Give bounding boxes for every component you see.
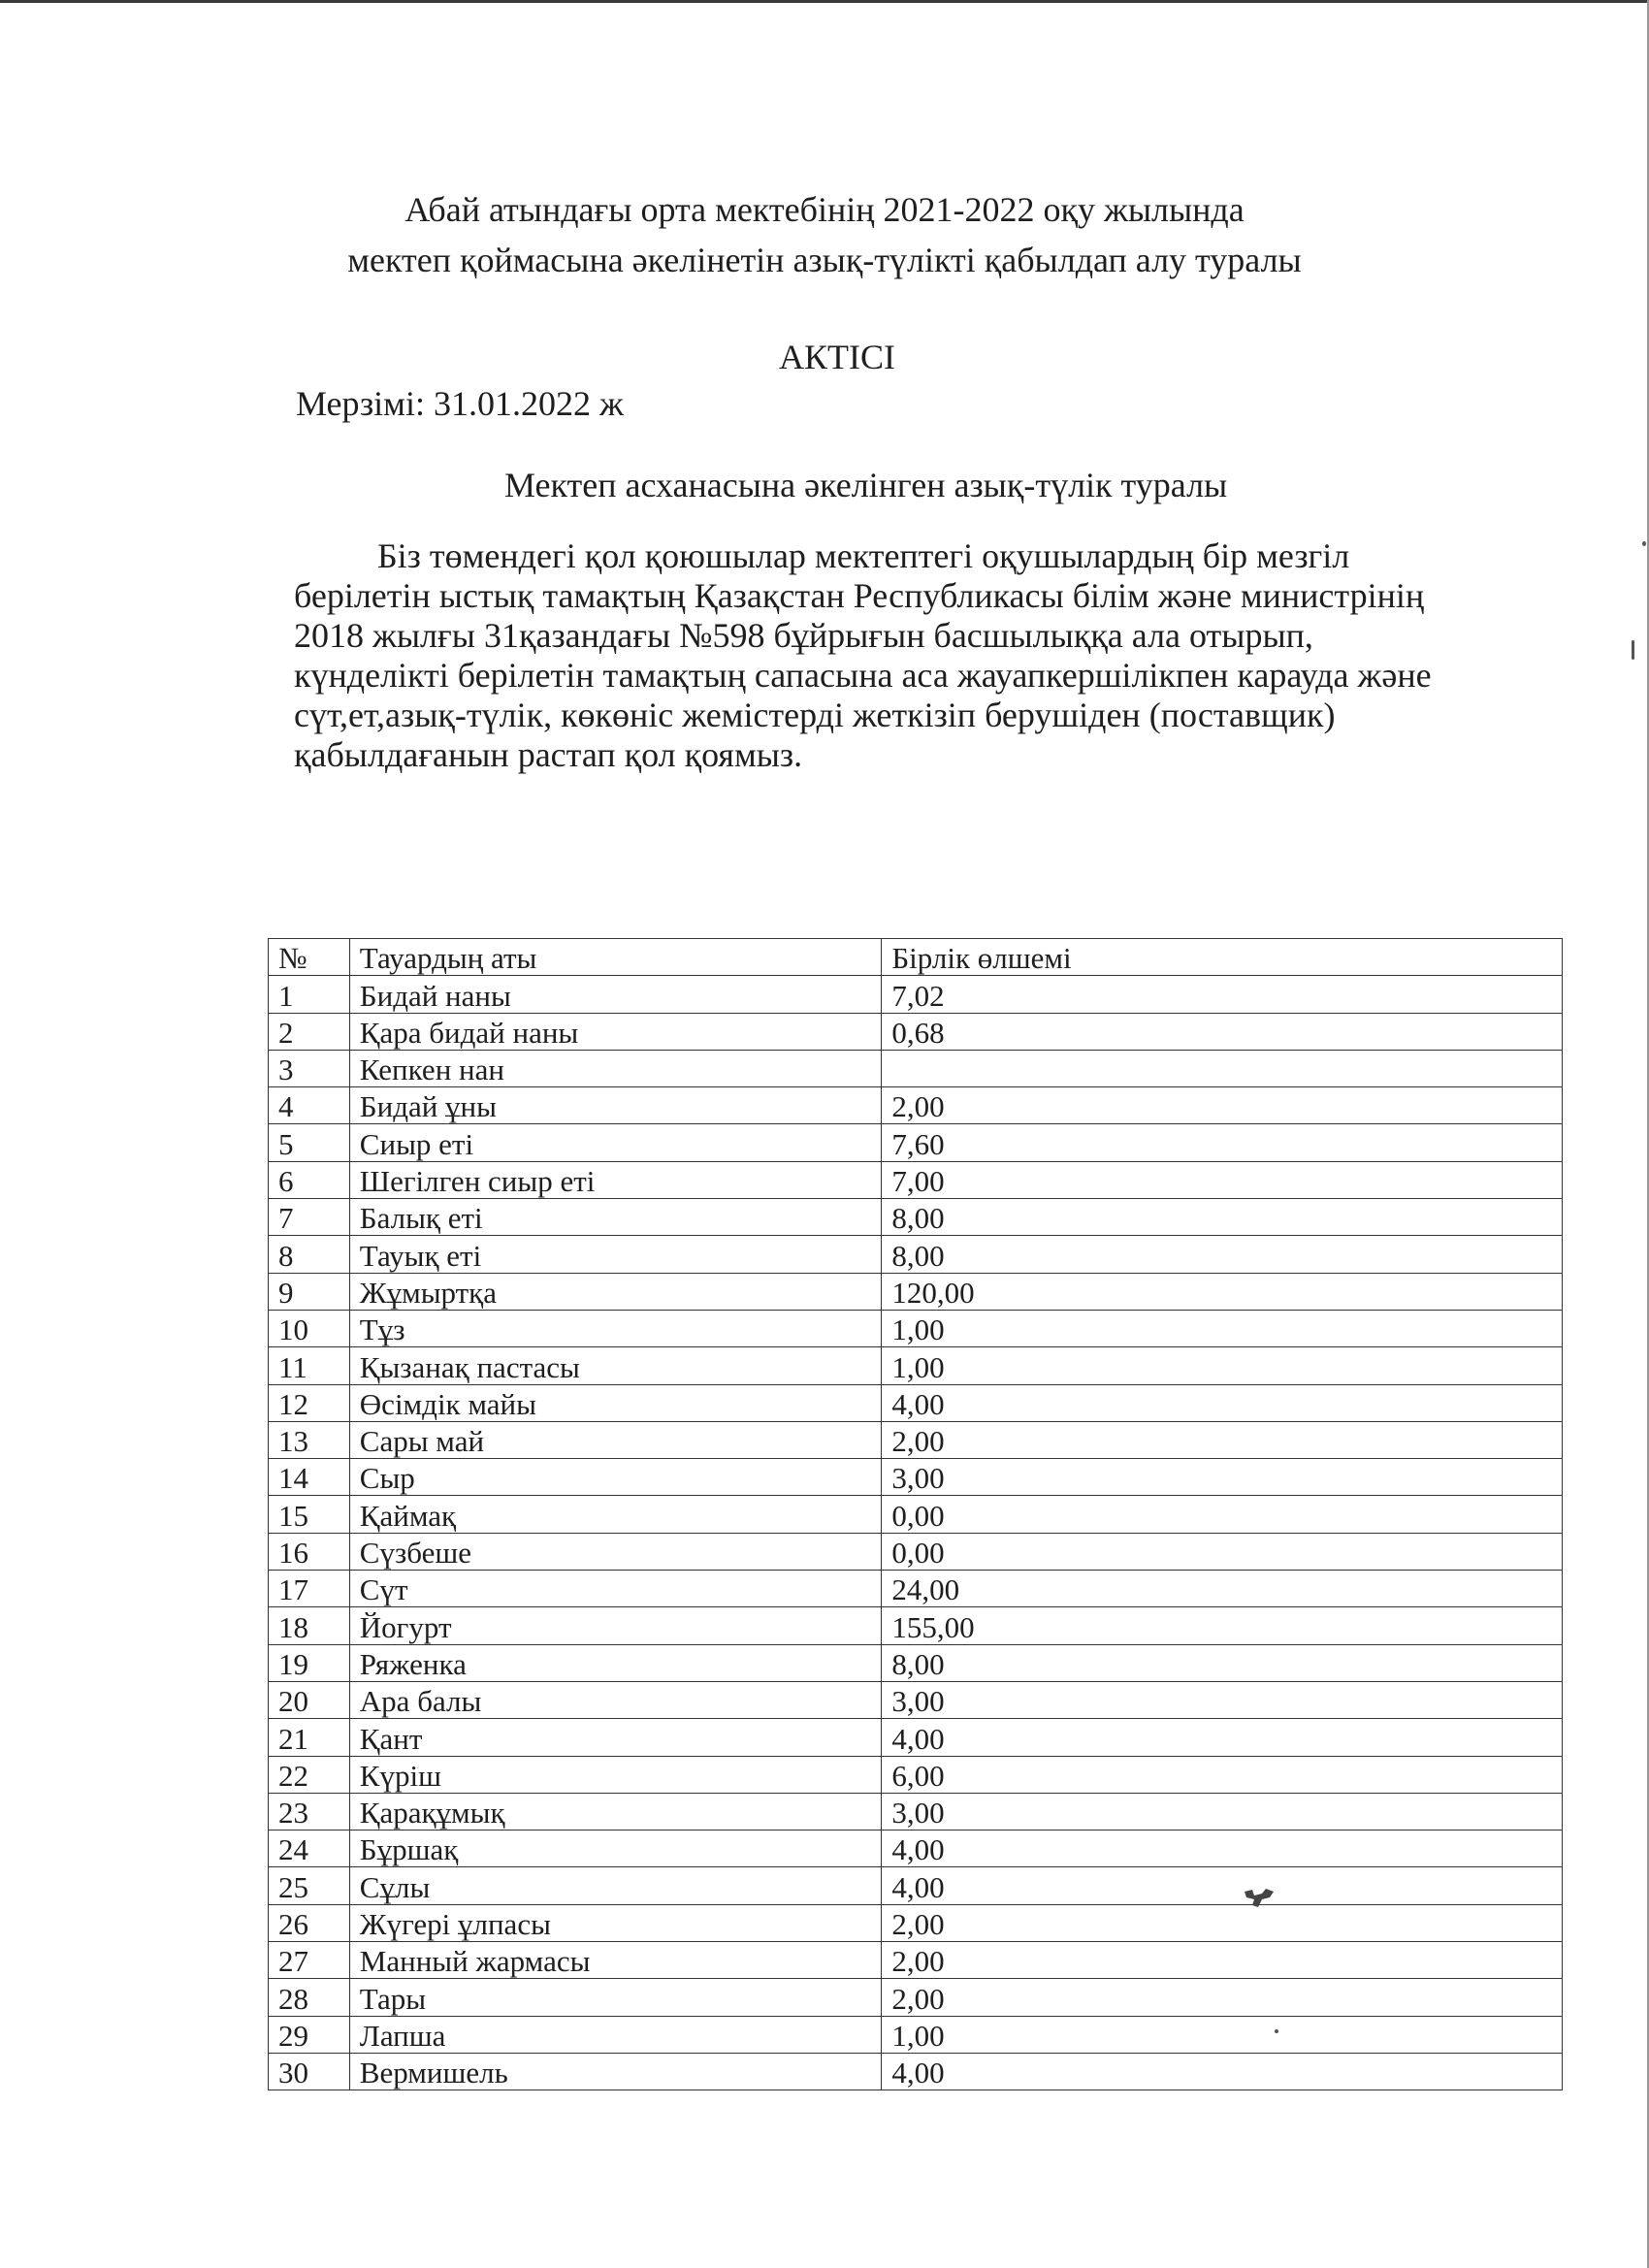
subtitle: Мектеп асханасына әкелінген азық-түлік туралы <box>504 466 1228 504</box>
cell-item-name: Балық еті <box>349 1199 882 1236</box>
ink-smudge <box>1243 1886 1276 1909</box>
cell-item-name: Сүт <box>349 1571 882 1607</box>
table-row <box>269 1607 1563 1644</box>
cell-unit: 2,00 <box>882 1421 1563 1458</box>
cell-number: 11 <box>269 1347 350 1384</box>
cell-unit: 1,00 <box>882 1310 1563 1346</box>
cell-unit: 155,00 <box>882 1607 1563 1644</box>
cell-unit: 7,02 <box>882 976 1563 1013</box>
cell-item-name: Күріш <box>349 1756 882 1793</box>
cell-item-name: Шегілген сиыр еті <box>349 1161 882 1198</box>
cell-unit: 4,00 <box>882 1719 1563 1756</box>
cell-number: 29 <box>269 2016 350 2053</box>
cell-number: 10 <box>269 1310 350 1346</box>
header-number: № <box>269 939 350 976</box>
cell-number: 7 <box>269 1199 350 1236</box>
table-row <box>269 1124 1563 1161</box>
cell-item-name: Қызанақ пастасы <box>349 1347 882 1384</box>
cell-unit: 24,00 <box>882 1571 1563 1607</box>
table-row <box>269 1384 1563 1421</box>
cell-unit: 8,00 <box>882 1644 1563 1681</box>
cell-unit: 0,00 <box>882 1496 1563 1533</box>
table-row <box>269 976 1563 1013</box>
table-row <box>269 1087 1563 1124</box>
cell-unit: 8,00 <box>882 1236 1563 1273</box>
cell-unit: 2,00 <box>882 1979 1563 2016</box>
cell-item-name: Ара балы <box>349 1681 882 1718</box>
act-title: АКТІСІ <box>779 338 895 376</box>
cell-unit: 7,60 <box>882 1124 1563 1161</box>
table-row <box>269 1867 1563 1904</box>
cell-unit: 1,00 <box>882 1347 1563 1384</box>
cell-item-name: Қара бидай наны <box>349 1013 882 1050</box>
table-row <box>269 1236 1563 1273</box>
title-line-2: мектеп қоймасына әкелінетін азық-түлікті қабылдап алу туралы <box>347 241 1302 279</box>
cell-item-name: Кепкен нан <box>349 1050 882 1086</box>
header-unit: Бірлік өлшемі <box>882 939 1563 976</box>
table-row <box>269 1831 1563 1867</box>
cell-number: 21 <box>269 1719 350 1756</box>
table-row <box>269 1421 1563 1458</box>
cell-item-name: Бидай наны <box>349 976 882 1013</box>
table-header-row <box>269 939 1563 976</box>
cell-unit: 3,00 <box>882 1793 1563 1830</box>
paragraph-line: берілетін ыстық тамақтың Қазақстан Республикасы білім және министрінің <box>294 576 1425 615</box>
cell-unit <box>882 1050 1563 1086</box>
table-row <box>269 1719 1563 1756</box>
cell-unit: 8,00 <box>882 1199 1563 1236</box>
cell-item-name: Қант <box>349 1719 882 1756</box>
scan-speck <box>1642 541 1646 546</box>
cell-unit: 4,00 <box>882 1831 1563 1867</box>
table-row <box>269 1347 1563 1384</box>
cell-number: 2 <box>269 1013 350 1050</box>
cell-number: 8 <box>269 1236 350 1273</box>
cell-number: 9 <box>269 1273 350 1310</box>
table-row <box>269 1273 1563 1310</box>
cell-item-name: Тары <box>349 1979 882 2016</box>
cell-unit: 0,00 <box>882 1533 1563 1570</box>
cell-item-name: Сыр <box>349 1459 882 1496</box>
table-row <box>269 1161 1563 1198</box>
cell-item-name: Бұршақ <box>349 1831 882 1867</box>
table-row <box>269 1942 1563 1979</box>
cell-number: 26 <box>269 1904 350 1941</box>
table-row <box>269 1459 1563 1496</box>
table-row <box>269 1013 1563 1050</box>
cell-number: 28 <box>269 1979 350 2016</box>
cell-number: 20 <box>269 1681 350 1718</box>
cell-unit: 3,00 <box>882 1681 1563 1718</box>
cell-number: 16 <box>269 1533 350 1570</box>
cell-number: 6 <box>269 1161 350 1198</box>
cell-unit: 6,00 <box>882 1756 1563 1793</box>
cell-item-name: Лапша <box>349 2016 882 2053</box>
cell-number: 4 <box>269 1087 350 1124</box>
cell-unit: 4,00 <box>882 1384 1563 1421</box>
cell-unit: 4,00 <box>882 2053 1563 2090</box>
cell-unit: 1,00 <box>882 2016 1563 2053</box>
cell-item-name: Сиыр еті <box>349 1124 882 1161</box>
cell-unit: 4,00 <box>882 1867 1563 1904</box>
scan-speck <box>1632 640 1634 660</box>
cell-number: 1 <box>269 976 350 1013</box>
cell-unit: 2,00 <box>882 1087 1563 1124</box>
cell-item-name: Жұмыртқа <box>349 1273 882 1310</box>
cell-number: 14 <box>269 1459 350 1496</box>
title-line-1: Абай атындағы орта мектебінің 2021-2022 оқу жылында <box>404 190 1245 229</box>
cell-item-name: Ряженка <box>349 1644 882 1681</box>
cell-number: 18 <box>269 1607 350 1644</box>
cell-unit: 2,00 <box>882 1942 1563 1979</box>
cell-number: 5 <box>269 1124 350 1161</box>
scan-edge-top <box>0 0 1649 3</box>
header-item-name: Тауардың аты <box>349 939 882 976</box>
table-row <box>269 1199 1563 1236</box>
paragraph-line: Біз төмендегі қол қоюшылар мектептегі оқушылардың бір мезгіл <box>377 536 1350 575</box>
cell-number: 22 <box>269 1756 350 1793</box>
table-row <box>269 1644 1563 1681</box>
paragraph-line: күнделікті берілетін тамақтың сапасына аса жауапкершілікпен карауда және <box>294 656 1432 695</box>
cell-number: 17 <box>269 1571 350 1607</box>
cell-item-name: Сұлы <box>349 1867 882 1904</box>
cell-item-name: Өсімдік майы <box>349 1384 882 1421</box>
cell-item-name: Сүзбеше <box>349 1533 882 1570</box>
cell-unit: 7,00 <box>882 1161 1563 1198</box>
cell-unit: 2,00 <box>882 1904 1563 1941</box>
table-row <box>269 1756 1563 1793</box>
cell-item-name: Тауық еті <box>349 1236 882 1273</box>
cell-number: 23 <box>269 1793 350 1830</box>
cell-item-name: Манный жармасы <box>349 1942 882 1979</box>
table-row <box>269 1533 1563 1570</box>
date-line: Мерзімі: 31.01.2022 ж <box>296 384 624 423</box>
cell-unit: 120,00 <box>882 1273 1563 1310</box>
cell-unit: 3,00 <box>882 1459 1563 1496</box>
cell-number: 30 <box>269 2053 350 2090</box>
table-row <box>269 1310 1563 1346</box>
paragraph-line: 2018 жылғы 31қазандағы №598 бұйрығын басшылыққа ала отырып, <box>294 616 1313 655</box>
cell-number: 3 <box>269 1050 350 1086</box>
goods-table <box>268 938 1563 2090</box>
cell-item-name: Тұз <box>349 1310 882 1346</box>
cell-item-name: Вермишель <box>349 2053 882 2090</box>
cell-number: 19 <box>269 1644 350 1681</box>
cell-number: 27 <box>269 1942 350 1979</box>
paragraph-line: сүт,ет,азық-түлік, көкөніс жемістерді жеткізіп берушіден (поставщик) <box>294 696 1336 734</box>
table-row <box>269 1496 1563 1533</box>
cell-number: 24 <box>269 1831 350 1867</box>
table-row <box>269 1793 1563 1830</box>
cell-number: 13 <box>269 1421 350 1458</box>
paragraph-line: қабылдағанын растап қол қоямыз. <box>294 735 803 774</box>
cell-item-name: Жүгері ұлпасы <box>349 1904 882 1941</box>
table-row <box>269 1904 1563 1941</box>
cell-unit: 0,68 <box>882 1013 1563 1050</box>
cell-number: 15 <box>269 1496 350 1533</box>
table-row <box>269 2016 1563 2053</box>
cell-item-name: Қаймақ <box>349 1496 882 1533</box>
table-row <box>269 1571 1563 1607</box>
cell-item-name: Сары май <box>349 1421 882 1458</box>
body-paragraph <box>294 536 1555 775</box>
table-row <box>269 1681 1563 1718</box>
cell-number: 12 <box>269 1384 350 1421</box>
table-row <box>269 1979 1563 2016</box>
table-row <box>269 1050 1563 1086</box>
cell-number: 25 <box>269 1867 350 1904</box>
cell-item-name: Йогурт <box>349 1607 882 1644</box>
cell-item-name: Бидай ұны <box>349 1087 882 1124</box>
cell-item-name: Қарақұмық <box>349 1793 882 1830</box>
table-row <box>269 2053 1563 2090</box>
